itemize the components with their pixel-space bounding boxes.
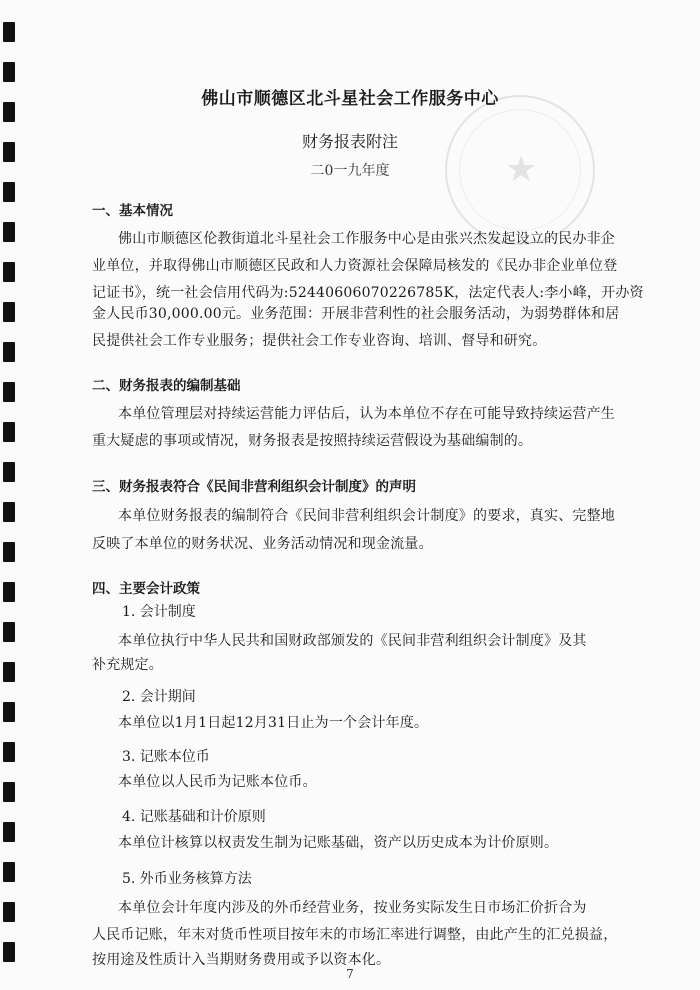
section-heading-basis: 二、财务报表的编制基础 bbox=[92, 378, 241, 394]
subsection-title: 1. 会计制度 bbox=[122, 604, 196, 620]
subsection-title: 2. 会计期间 bbox=[122, 689, 196, 705]
paragraph-line: 业单位，并取得佛山市顺德区民政和人力资源社会保障局核发的《民办非企业单位登 bbox=[92, 258, 618, 274]
section-heading-basic-info: 一、基本情况 bbox=[92, 203, 173, 219]
org-title: 佛山市顺德区北斗星社会工作服务中心 bbox=[201, 89, 499, 109]
paragraph-line: 本单位以人民币为记账本位币。 bbox=[118, 774, 317, 790]
seal-star-icon: ★ bbox=[505, 149, 538, 190]
report-year: 二0一九年度 bbox=[310, 163, 390, 179]
subsection-title: 3. 记账本位币 bbox=[122, 749, 210, 765]
paragraph-line: 记证书》，统一社会信用代码为:52440606070226785K，法定代表人:李小峰，开办资 bbox=[92, 285, 644, 301]
paragraph-line: 补充规定。 bbox=[92, 657, 163, 673]
subsection-title: 5. 外币业务核算方法 bbox=[122, 871, 252, 887]
report-title: 财务报表附注 bbox=[301, 132, 398, 151]
paragraph-line: 本单位以1月1日起12月31日止为一个会计年度。 bbox=[118, 715, 429, 731]
subsection-title: 4. 记账基础和计价原则 bbox=[122, 809, 266, 825]
section-heading-policies: 四、主要会计政策 bbox=[92, 581, 200, 597]
paragraph-line: 本单位管理层对持续运营能力评估后，认为本单位不存在可能导致持续运营产生 bbox=[118, 406, 615, 422]
paragraph-line: 本单位执行中华人民共和国财政部颁发的《民间非营利组织会计制度》及其 bbox=[118, 633, 587, 649]
paragraph-line: 金人民币30,000.00元。业务范围：开展非营利性的社会服务活动，为弱势群体和居 bbox=[92, 306, 620, 322]
paragraph-line: 本单位财务报表的编制符合《民间非营利组织会计制度》的要求，真实、完整地 bbox=[118, 508, 615, 524]
paragraph-line: 反映了本单位的财务状况、业务活动情况和现金流量。 bbox=[92, 536, 433, 552]
page-number: 7 bbox=[346, 967, 354, 981]
paragraph-line: 本单位计核算以权责发生制为记账基础，资产以历史成本为计价原则。 bbox=[118, 835, 559, 851]
paragraph-line: 人民币记账，年末对货币性项目按年末的市场汇率进行调整，由此产生的汇兑损益， bbox=[92, 927, 618, 943]
paragraph-line: 重大疑虑的事项或情况，财务报表是按照持续运营假设为基础编制的。 bbox=[92, 433, 533, 449]
paragraph-line: 本单位会计年度内涉及的外币经营业务，按业务实际发生日市场汇价折合为 bbox=[118, 900, 587, 916]
paragraph-line: 按用途及性质计入当期财务费用或予以资本化。 bbox=[92, 952, 391, 968]
paragraph-line: 民提供社会工作专业服务；提供社会工作专业咨询、培训、督导和研究。 bbox=[92, 333, 547, 349]
section-heading-compliance: 三、财务报表符合《民间非营利组织会计制度》的声明 bbox=[92, 479, 416, 495]
paragraph-line: 佛山市顺德区伦教街道北斗星社会工作服务中心是由张兴杰发起设立的民办非企 bbox=[118, 231, 615, 247]
